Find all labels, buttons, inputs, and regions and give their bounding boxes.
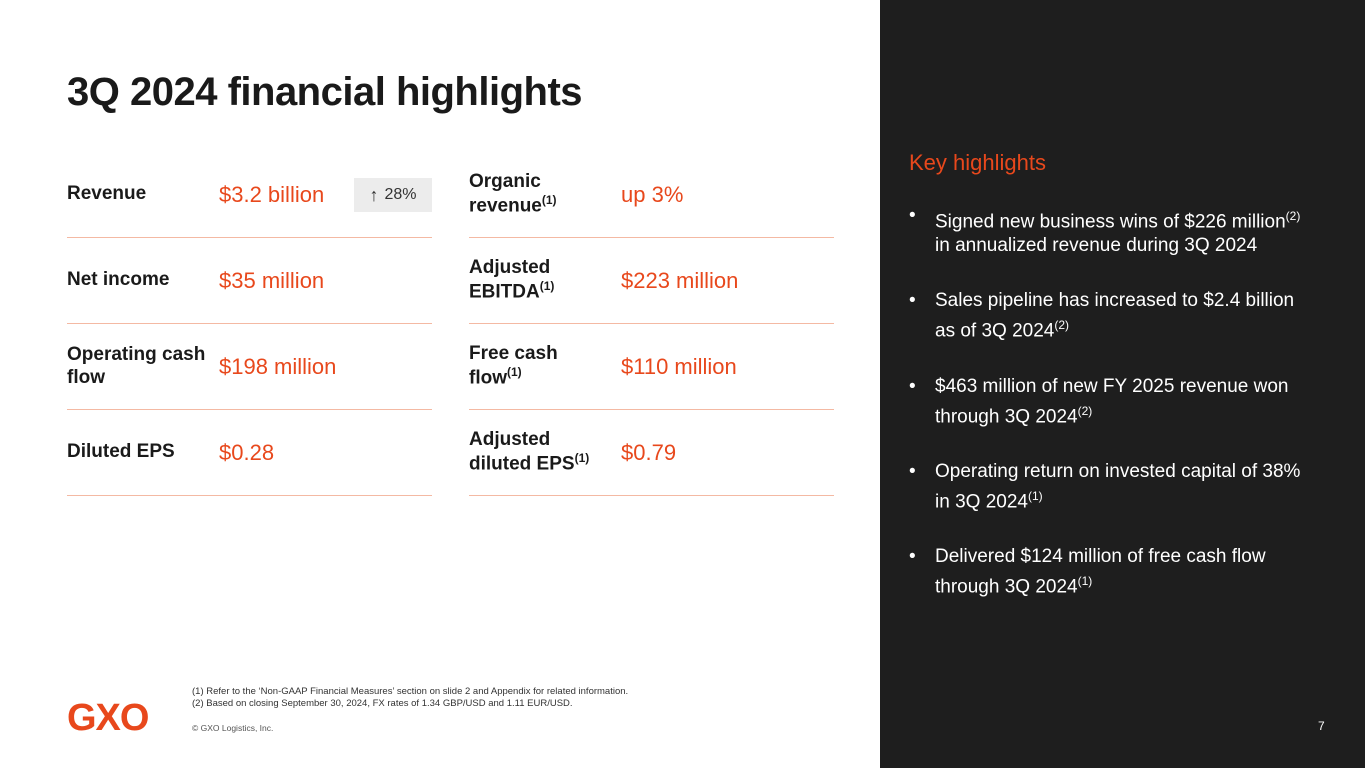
key-highlights-list — [909, 204, 1309, 631]
bullet-icon: • — [909, 290, 916, 312]
page-number: 7 — [1318, 719, 1325, 733]
metric-label: Revenue — [67, 183, 147, 205]
key-highlights-title: Key highlights — [909, 150, 1046, 175]
bullet-icon: • — [909, 205, 916, 226]
metric-label: Organic revenue$^{(1)}$ — [469, 170, 557, 217]
footnote-marker: (1) — [539, 279, 555, 294]
metric-row-adjusted-ebitda — [469, 238, 834, 324]
list-item: • $463 million of new FY 2025 revenue won through 3Q 2024$^{(2)}$ — [909, 375, 1289, 427]
list-item: • Delivered $124 million of free cash flow through 3Q 2024$^{(1)}$ — [909, 546, 1266, 598]
metric-label: Net income — [67, 269, 170, 291]
metric-value: $3.2 billion — [219, 181, 325, 207]
page-title: 3Q 2024 financial highlights — [67, 70, 583, 114]
footnotes — [192, 686, 628, 710]
metric-value: $35 million — [219, 267, 325, 293]
bullet-icon: • — [909, 546, 916, 568]
footnote-1: (1) Refer to the ‘Non-GAAP Financial Measures’ section on slide 2 and Appendix for related information. — [192, 686, 629, 697]
metric-value: up 3% — [621, 181, 684, 207]
footnote-marker: (1) — [574, 451, 590, 466]
metric-label: Adjusted diluted EPS$^{(1)}$ — [469, 428, 590, 475]
metric-value: $110 million — [621, 353, 737, 379]
metric-row-net-income — [67, 238, 432, 324]
metric-row-operating-cash-flow — [67, 324, 432, 410]
bullet-icon: • — [909, 375, 916, 397]
footnote-marker: (1) — [541, 193, 557, 208]
copyright: © GXO Logistics, Inc. — [192, 723, 274, 733]
metric-label: Adjusted EBITDA$^{(1)}$ — [469, 256, 555, 303]
metric-label: Free cash flow$^{(1)}$ — [469, 342, 558, 389]
metric-row-revenue — [67, 152, 432, 238]
arrow-up-icon: ↑ — [369, 184, 379, 205]
metrics-right-column — [469, 152, 834, 496]
list-item: • Operating return on invested capital of 38% in 3Q 2024$^{(1)}$ — [909, 460, 1301, 513]
list-item: • Sales pipeline has increased to $2.4 billion as of 3Q 2024$^{(2)}$ — [909, 290, 1295, 342]
bullet-icon: • — [909, 460, 916, 482]
growth-badge — [354, 178, 432, 212]
growth-value: 28% — [384, 186, 417, 203]
metric-row-free-cash-flow — [469, 324, 834, 410]
metric-row-adjusted-diluted-eps — [469, 410, 834, 496]
footnote-marker: (1) — [507, 365, 522, 380]
metrics-left-column — [67, 152, 432, 496]
metric-label: Diluted EPS — [67, 441, 175, 463]
metric-value: $0.79 — [621, 439, 677, 465]
metric-row-diluted-eps — [67, 410, 432, 496]
metric-value: $0.28 — [219, 439, 275, 465]
metric-row-organic-revenue — [469, 152, 834, 238]
gxo-logo: GXO — [67, 697, 149, 739]
metric-label: Operating cash flow — [67, 343, 206, 388]
metric-value: $198 million — [219, 353, 337, 379]
metric-value: $223 million — [621, 267, 739, 293]
list-item: • Signed new business wins of $226 million$^{(2)}$ in annualized revenue during 3Q 2024 — [909, 205, 1301, 257]
footnote-2: (2) Based on closing September 30, 2024, FX rates of 1.34 GBP/USD and 1.11 EUR/USD. — [192, 698, 573, 709]
